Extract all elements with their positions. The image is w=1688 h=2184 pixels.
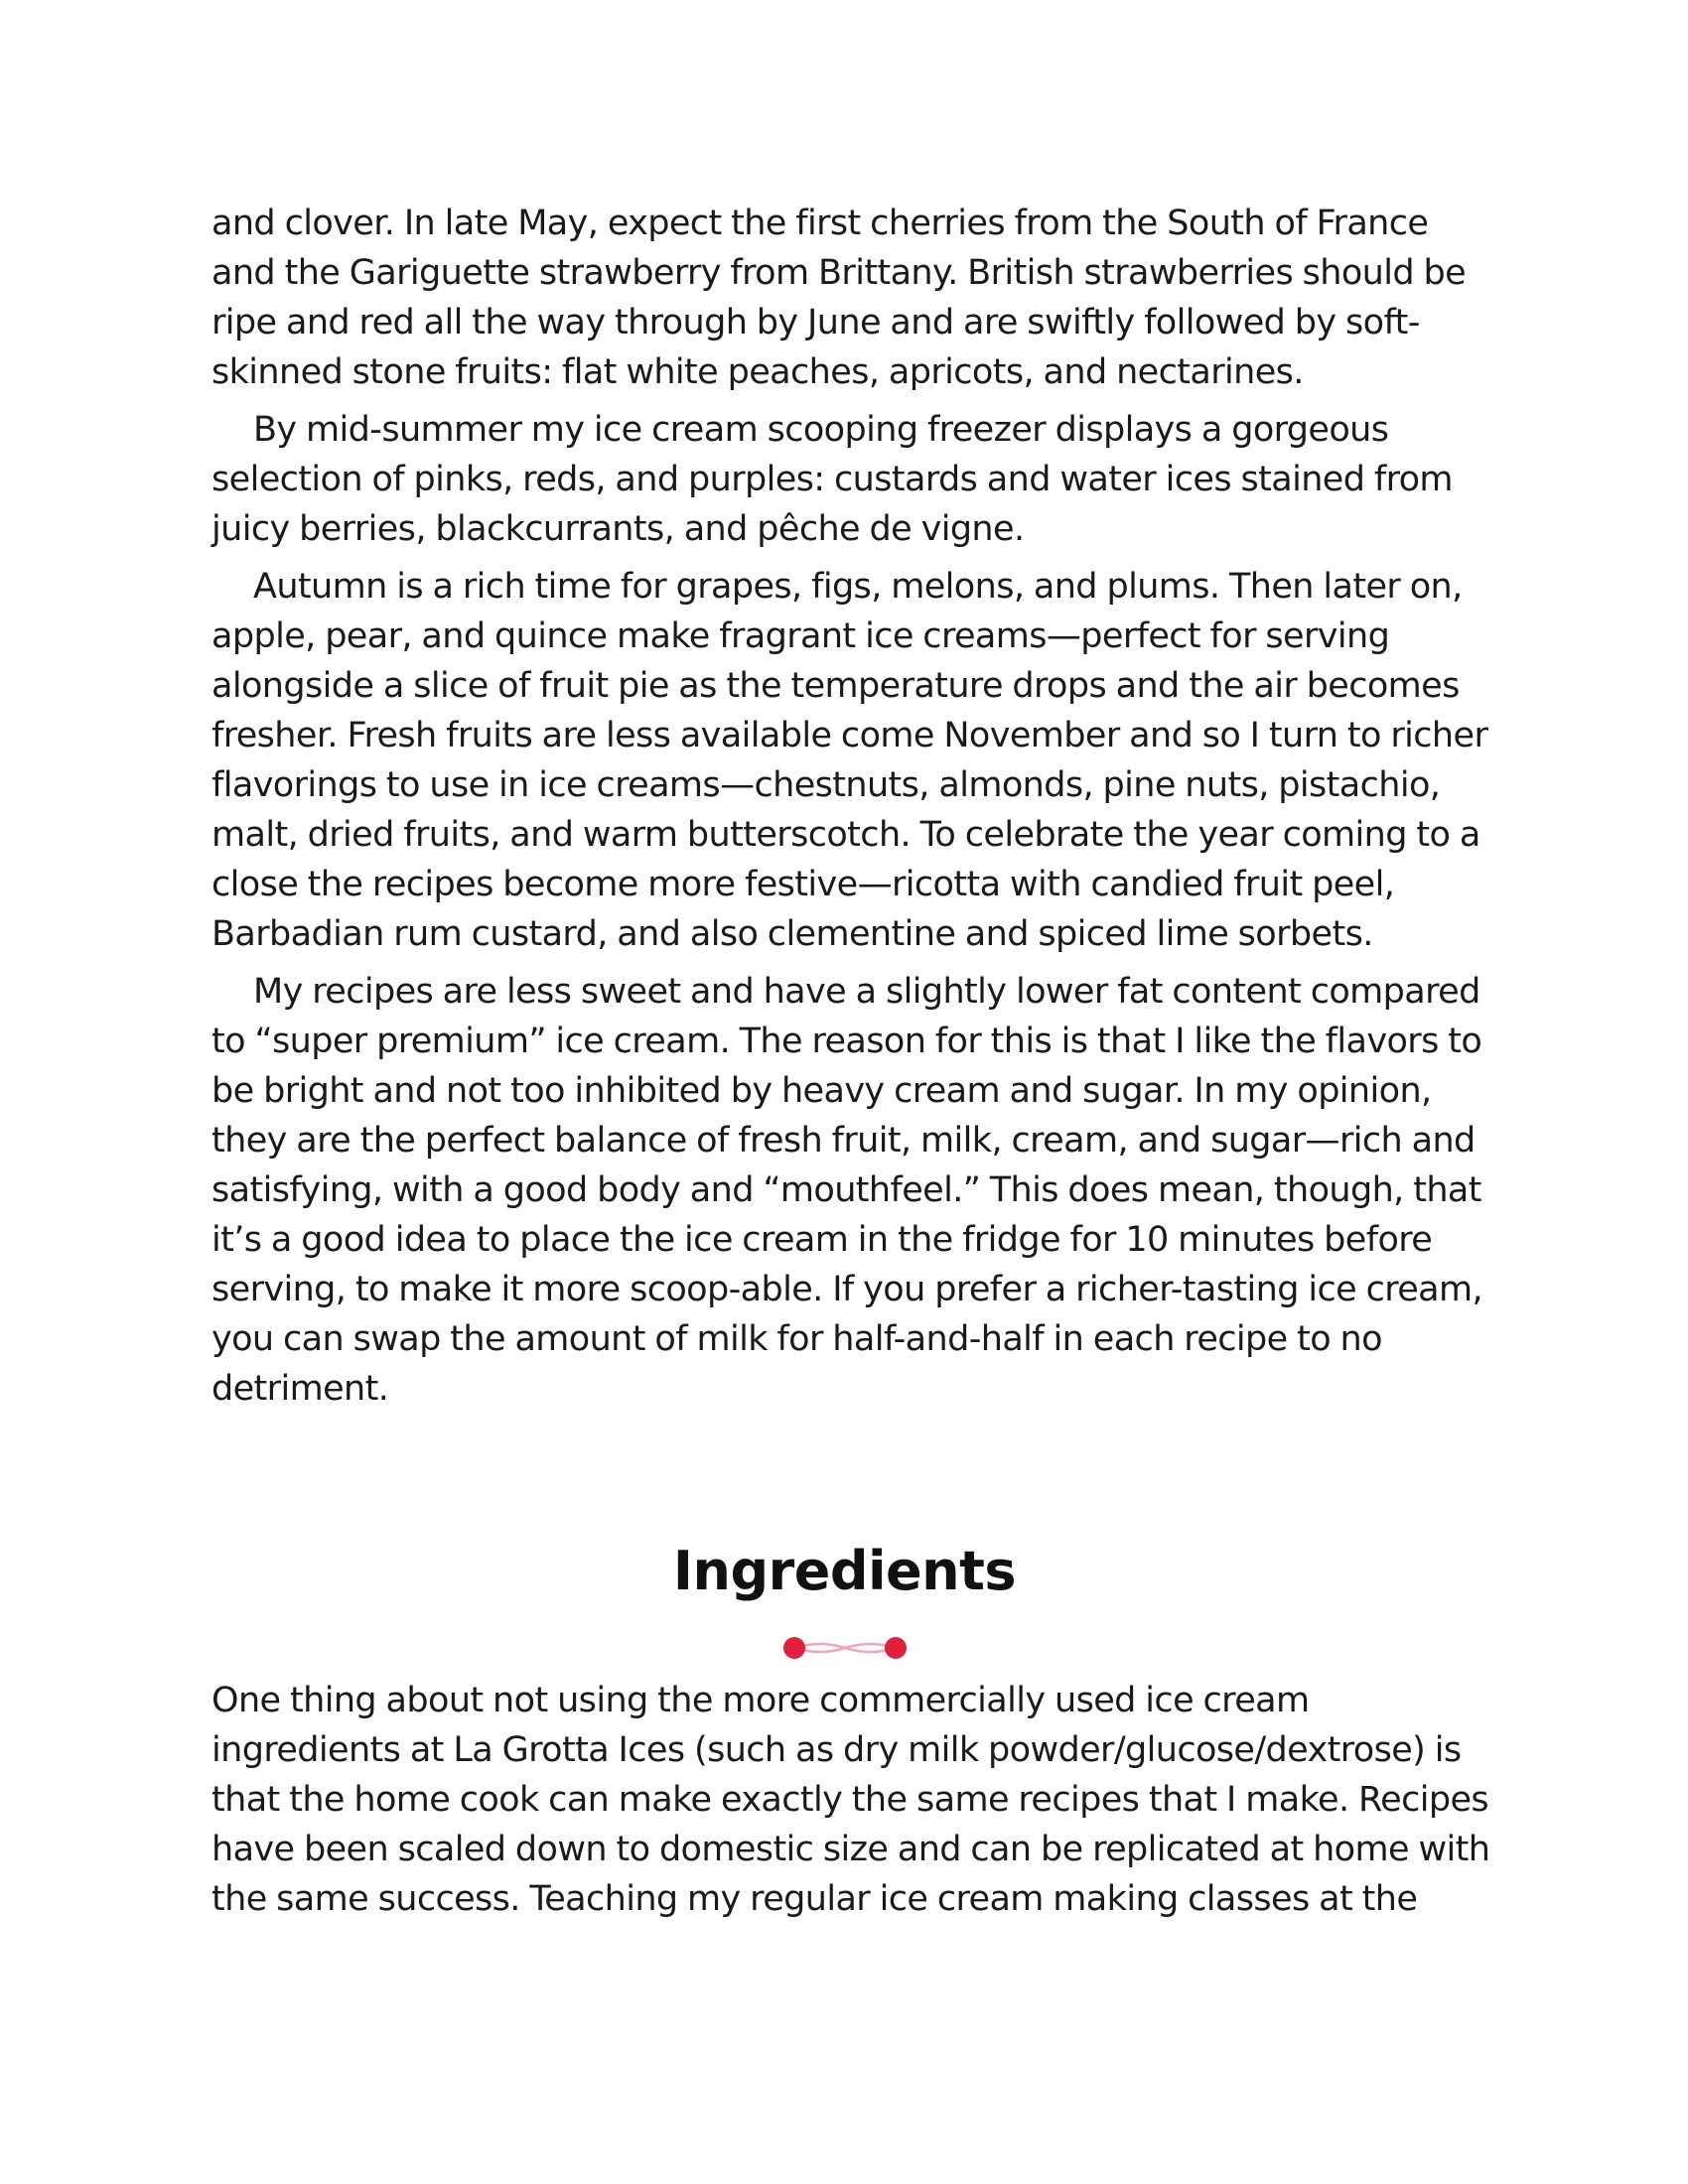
section-body-text <box>211 1676 1492 1924</box>
section-paragraph: One thing about not using the more commercially used ice cream ingredients at La Grotta Ices (such as dry milk powder/glucose/dextrose) is that the home cook can make exactly the same recipes that I make. Recipes have been scaled down to domestic size and can be replicated at home with the same success. Teaching my regular ice cream making classes at the <box>211 1681 1490 1919</box>
body-paragraph: My recipes are less sweet and have a slightly lower fat content compared to “super premium” ice cream. The reason for this is that I like the flavors to be bright and not too inhibited by heavy cream and sugar. In my opinion, they are the perfect balance of fresh fruit, milk, cream, and sugar—rich and satisfying, with a good body and “mouthfeel.” This does mean, though, that it’s a good idea to place the ice cream in the fridge for 10 minutes before serving, to make it more scoop-able. If you prefer a richer-tasting ice cream, you can swap the amount of milk for half-and-half in each recipe to no detriment. <box>211 972 1483 1409</box>
body-text <box>211 199 1492 1422</box>
section-heading: Ingredients <box>672 1540 1017 1602</box>
double-dot-divider-icon <box>780 1630 910 1666</box>
body-paragraph: By mid-summer my ice cream scooping freezer displays a gorgeous selection of pinks, reds, and purples: custards and water ices stained from juicy berries, blackcurrants, and pêche de vigne. <box>211 410 1453 549</box>
body-paragraph: and clover. In late May, expect the first cherries from the South of France and the Gariguette strawberry from Brittany. British strawberries should be ripe and red all the way through by June and are swiftly followed by soft-skinned stone fruits: flat white peaches, apricots, and nectarines. <box>211 204 1467 392</box>
body-paragraph: Autumn is a rich time for grapes, figs, melons, and plums. Then later on, apple, pear, and quince make fragrant ice creams—perfect for serving alongside a slice of fruit pie as the temperature drops and the air becomes fresher. Fresh fruits are less available come November and so I turn to richer flavorings to use in ice creams—chestnuts, almonds, pine nuts, pistachio, malt, dried fruits, and warm butterscotch. To celebrate the year coming to a close the recipes become more festive—ricotta with candied fruit peel, Barbadian rum custard, and also clementine and spiced lime sorbets. <box>211 567 1488 954</box>
